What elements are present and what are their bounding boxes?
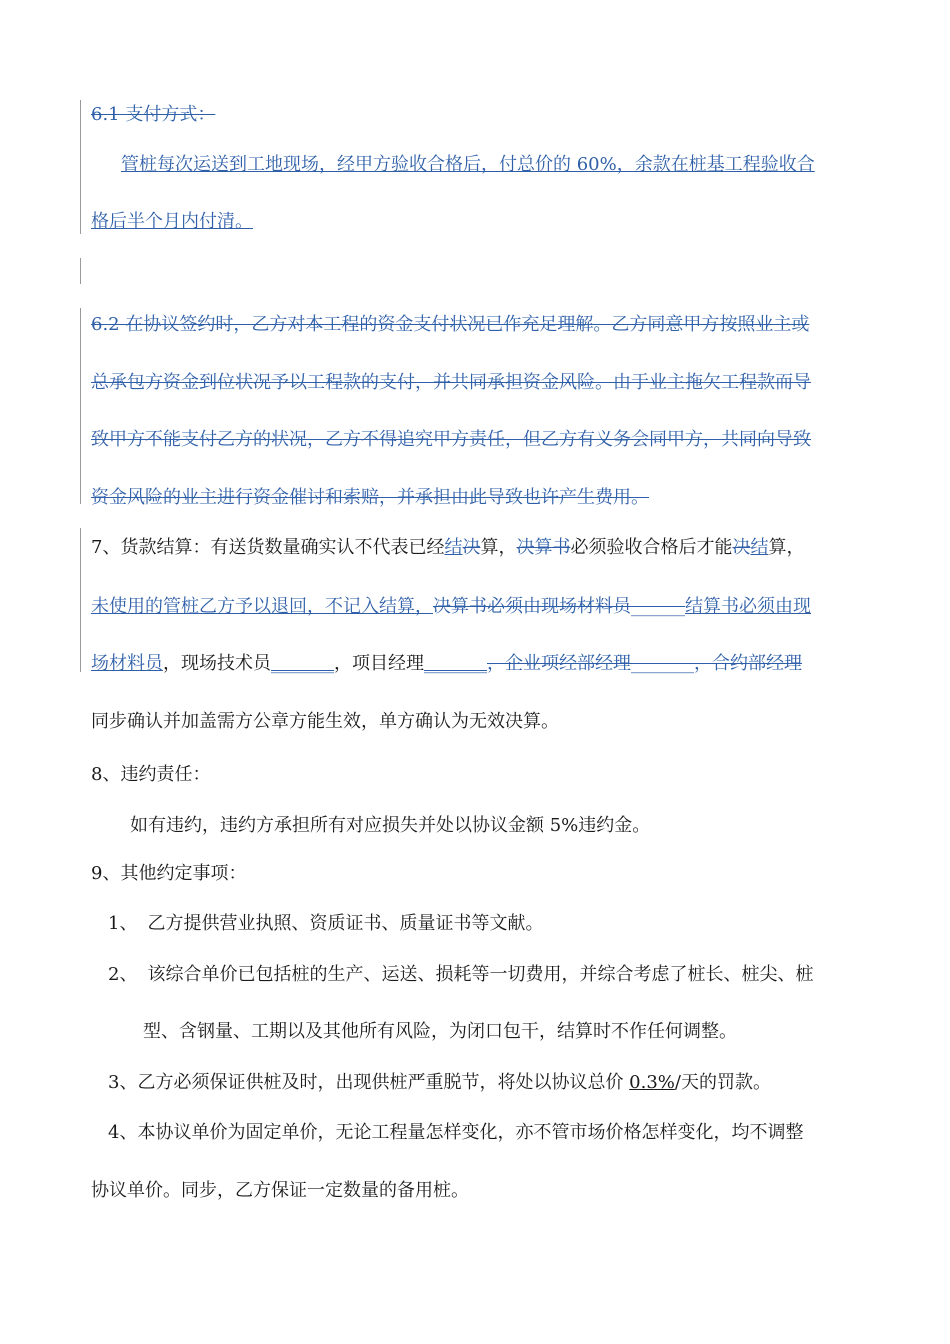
clause-6-2-line3: 致甲方不能支付乙方的状况，乙方不得追究甲方责任，但乙方有义务会同甲方，共同向导致 xyxy=(91,429,811,450)
clause-9-item-1 xyxy=(108,912,543,936)
clause-6-2-line4: 资金风险的业主进行资金催讨和索赔，并承担由此导致也许产生费用。 xyxy=(91,487,649,508)
deleted-text: 决 xyxy=(462,537,481,558)
item-number: 2、 xyxy=(108,964,138,985)
deleted-text: 决算书必须由现场材料员______ xyxy=(433,596,685,617)
inserted-text: 结 xyxy=(750,537,769,558)
clause-7-line3 xyxy=(91,652,802,676)
clause-6-1-line2: 格后半个月内付清。 xyxy=(91,211,253,232)
clause-7-text: ，现场技术员 xyxy=(163,653,271,674)
clause-6-1-text1: 管桩每次运送到工地现场，经甲方验收合格后，付总价的 60%，余款在桩基工程验收合 xyxy=(121,154,815,175)
clause-7-text: ，项目经理 xyxy=(334,653,424,674)
signature-blank: _______ xyxy=(424,653,487,674)
clause-7-text: 必须验收合格后才能 xyxy=(570,537,733,558)
change-bar xyxy=(80,528,81,672)
clause-8-title: 8、违约责任： xyxy=(91,764,211,785)
clause-9-item-4-line2: 协议单价。同步，乙方保证一定数量的备用桩。 xyxy=(91,1180,469,1201)
clause-7-line4: 同步确认并加盖需方公章方能生效，单方确认为无效决算。 xyxy=(91,711,559,732)
clause-9-item-2-line1 xyxy=(108,963,813,987)
clause-7-line2 xyxy=(91,595,811,619)
item-text: 该综合单价已包括桩的生产、运送、损耗等一切费用，并综合考虑了桩长、桩尖、桩 xyxy=(147,964,814,985)
clause-7-text: 算， xyxy=(480,537,517,558)
clause-6-2-line1: 6.2 在协议签约时，乙方对本工程的资金支付状况已作充足理解。乙方同意甲方按照业主或 xyxy=(91,314,810,335)
signature-blank: _______ xyxy=(271,653,334,674)
inserted-text: 结算书必须由现 xyxy=(685,596,811,617)
item-text: /天的罚款。 xyxy=(674,1072,771,1093)
clause-9-item-4-line1: 4、本协议单价为固定单价，无论工程量怎样变化，亦不管市场价格怎样变化，均不调整 xyxy=(108,1122,804,1143)
clause-7-line1 xyxy=(91,536,804,560)
item-number: 1、 xyxy=(108,913,138,934)
deleted-text: 决 xyxy=(732,537,751,558)
item-text: 乙方提供营业执照、资质证书、质量证书等文献。 xyxy=(147,913,544,934)
clause-9-item-3 xyxy=(108,1071,771,1095)
change-bar xyxy=(80,308,81,504)
inserted-text: 未使用的管桩乙方予以退回，不记入结算， xyxy=(91,596,433,617)
clause-8-body: 如有违约，违约方承担所有对应损失并处以协议金额 5%违约金。 xyxy=(130,815,651,836)
change-bar xyxy=(80,100,81,234)
clause-6-2-line2: 总承包方资金到位状况予以工程款的支付，并共同承担资金风险。由于业主拖欠工程款而导 xyxy=(91,372,811,393)
clause-7-text: 算， xyxy=(768,537,805,558)
clause-9-title: 9、其他约定事项： xyxy=(91,863,247,884)
clause-9-item-2-line2: 型、含钢量、工期以及其他所有风险，为闭口包干，结算时不作任何调整。 xyxy=(143,1021,737,1042)
penalty-rate: 0.3% xyxy=(629,1072,675,1093)
item-text: 3、乙方必须保证供桩及时，出现供桩严重脱节，将处以协议总价 xyxy=(108,1072,630,1093)
change-bar xyxy=(80,258,81,284)
deleted-text: ，企业项经部经理_______，合约部经理 xyxy=(487,653,802,674)
clause-7-text: 7、货款结算：有送货数量确实认不代表已经 xyxy=(91,537,445,558)
deleted-text: 决算书 xyxy=(516,537,571,558)
inserted-text: 结 xyxy=(444,537,463,558)
inserted-text: 场材料员 xyxy=(91,653,163,674)
clause-6-1-title: 6.1 支付方式： xyxy=(91,104,216,125)
clause-6-1-line1 xyxy=(91,153,815,177)
